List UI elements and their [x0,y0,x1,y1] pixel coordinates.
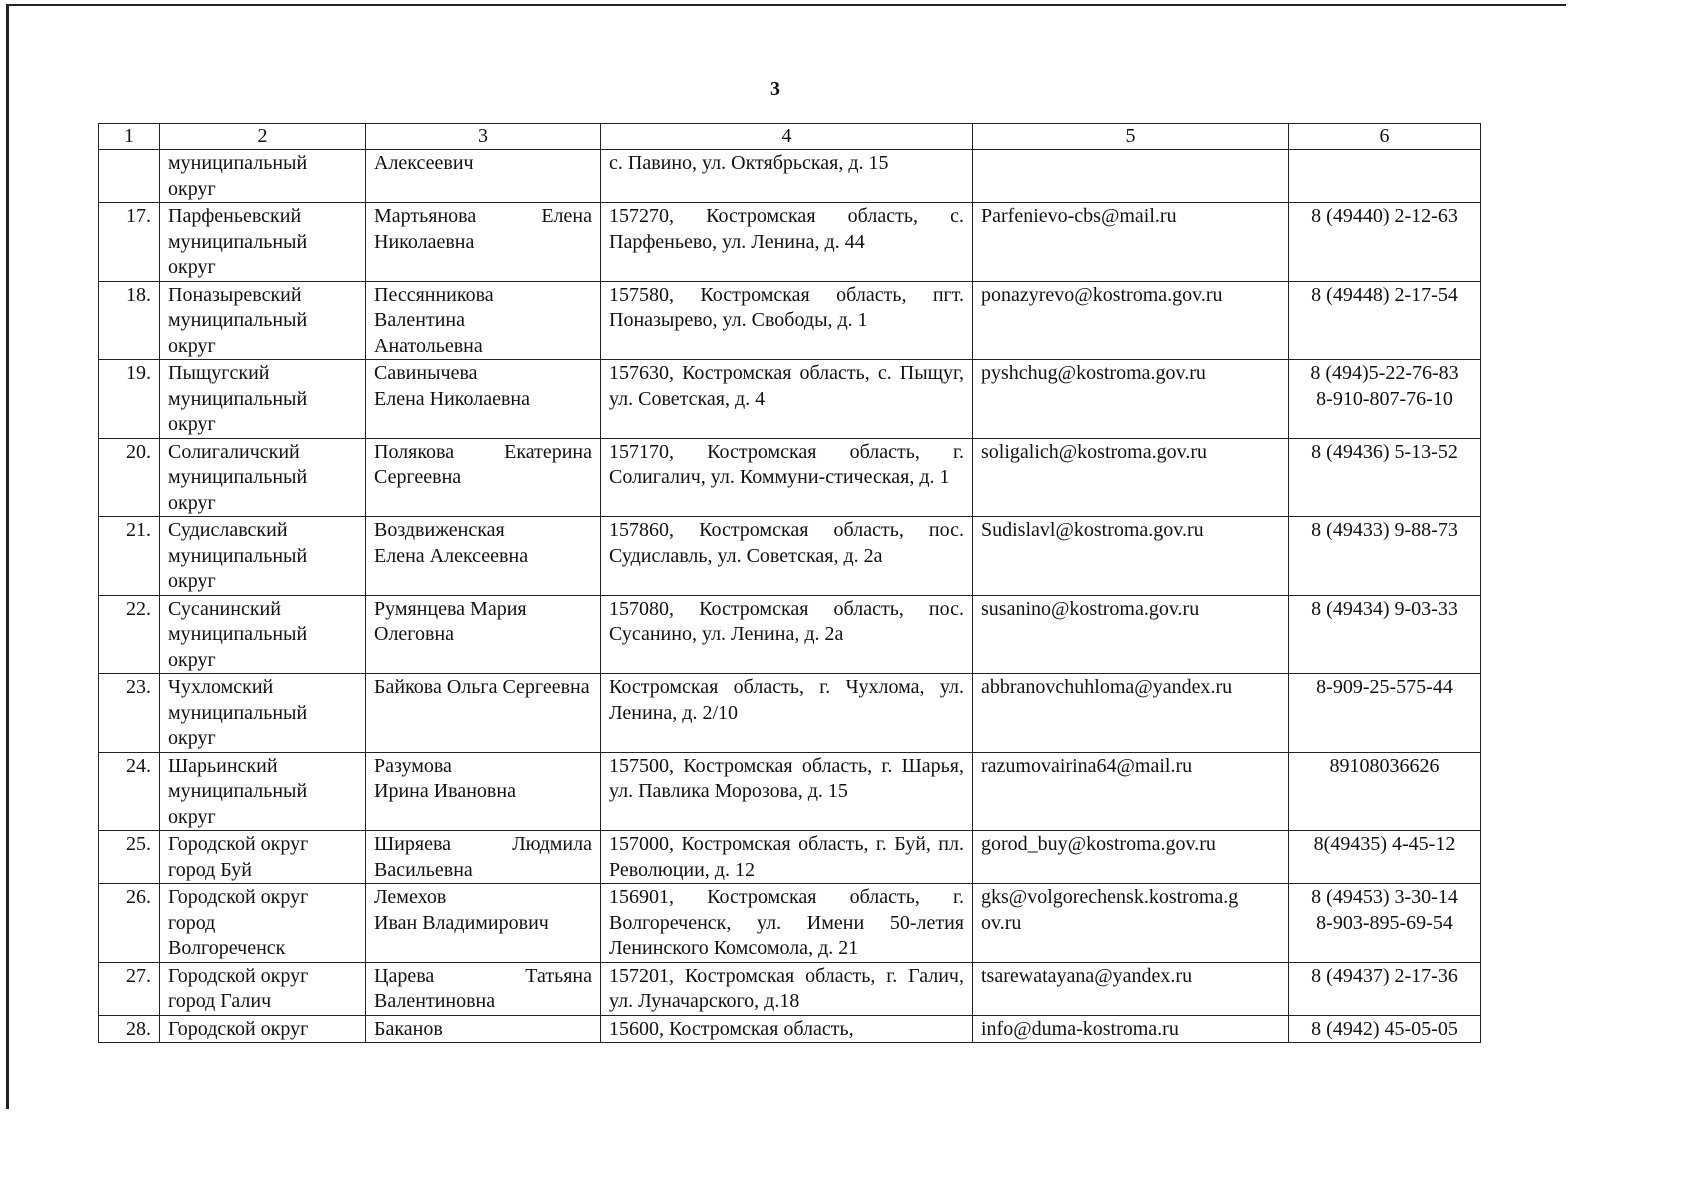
person-cell: Разумова Ирина Ивановна [366,752,601,831]
municipality-cell: Городской округ город Волгореченск [160,884,366,963]
row-number: 28. [99,1015,160,1043]
page-frame-left [6,4,9,1109]
municipality-cell: муниципальный округ [160,150,366,203]
column-header: 2 [160,124,366,150]
contacts-table [98,123,1481,1043]
municipality-cell: Чухломский муниципальный округ [160,674,366,753]
phone-cell: 89108036626 [1289,752,1481,831]
phone-cell [1289,150,1481,203]
email-cell: gks@volgorechensk.kostroma.g ov.ru [973,884,1289,963]
table-row [99,962,1481,1015]
person-cell: Царева Татьяна Валентиновна [366,962,601,1015]
column-header: 6 [1289,124,1481,150]
table-row [99,360,1481,439]
municipality-cell: Городской округ город Галич [160,962,366,1015]
person-cell: Лемехов Иван Владимирович [366,884,601,963]
phone-cell: 8 (4942) 45-05-05 [1289,1015,1481,1043]
email-cell: Parfenievo-cbs@mail.ru [973,203,1289,282]
address-cell: 157170, Костромская область, г. Солигалич, ул. Коммуни-стическая, д. 1 [601,438,973,517]
person-cell: Баканов [366,1015,601,1043]
address-cell: 157580, Костромская область, пгт. Поназырево, ул. Свободы, д. 1 [601,281,973,360]
table-row [99,281,1481,360]
page-number: 3 [770,78,780,100]
address-cell: 157080, Костромская область, пос. Сусанино, ул. Ленина, д. 2а [601,595,973,674]
person-cell: Алексеевич [366,150,601,203]
municipality-cell: Пыщугский муниципальный округ [160,360,366,439]
email-cell [973,150,1289,203]
email-cell: gorod_buy@kostroma.gov.ru [973,831,1289,884]
row-number: 17. [99,203,160,282]
municipality-cell: Поназыревский муниципальный округ [160,281,366,360]
municipality-cell: Сусанинский муниципальный округ [160,595,366,674]
email-cell: susanino@kostroma.gov.ru [973,595,1289,674]
address-cell: 157630, Костромская область, с. Пыщуг, ул. Советская, д. 4 [601,360,973,439]
row-number: 23. [99,674,160,753]
table-row [99,1015,1481,1043]
table-row [99,438,1481,517]
email-cell: tsarewatayana@yandex.ru [973,962,1289,1015]
table-row [99,203,1481,282]
phone-cell: 8-909-25-575-44 [1289,674,1481,753]
phone-cell: 8 (49437) 2-17-36 [1289,962,1481,1015]
row-number: 24. [99,752,160,831]
address-cell: 157201, Костромская область, г. Галич, ул. Луначарского, д.18 [601,962,973,1015]
phone-cell: 8 (49440) 2-12-63 [1289,203,1481,282]
phone-cell: 8 (49448) 2-17-54 [1289,281,1481,360]
row-number: 27. [99,962,160,1015]
row-number: 18. [99,281,160,360]
municipality-cell: Шарьинский муниципальный округ [160,752,366,831]
address-cell: 157000, Костромская область, г. Буй, пл. Революции, д. 12 [601,831,973,884]
phone-cell: 8 (49453) 3-30-14 8-903-895-69-54 [1289,884,1481,963]
address-cell: 157500, Костромская область, г. Шарья, ул. Павлика Морозова, д. 15 [601,752,973,831]
address-cell: 157860, Костромская область, пос. Судиславль, ул. Советская, д. 2а [601,517,973,596]
person-cell: Ширяева Людмила Васильевна [366,831,601,884]
phone-cell: 8(49435) 4-45-12 [1289,831,1481,884]
page-frame-top [6,4,1566,6]
municipality-cell: Городской округ [160,1015,366,1043]
address-cell: 156901, Костромская область, г. Волгореченск, ул. Имени 50-летия Ленинского Комсомола, д. 21 [601,884,973,963]
person-cell: Мартьянова Елена Николаевна [366,203,601,282]
column-header: 3 [366,124,601,150]
person-cell: Байкова Ольга Сергеевна [366,674,601,753]
email-cell: soligalich@kostroma.gov.ru [973,438,1289,517]
row-number: 26. [99,884,160,963]
person-cell: Полякова Екатерина Сергеевна [366,438,601,517]
municipality-cell: Солигаличский муниципальный округ [160,438,366,517]
phone-cell: 8 (49433) 9-88-73 [1289,517,1481,596]
email-cell: razumovairina64@mail.ru [973,752,1289,831]
table-row [99,517,1481,596]
column-header: 5 [973,124,1289,150]
row-number: 21. [99,517,160,596]
email-cell: Sudislavl@kostroma.gov.ru [973,517,1289,596]
email-cell: abbranovchuhloma@yandex.ru [973,674,1289,753]
address-cell: с. Павино, ул. Октябрьская, д. 15 [601,150,973,203]
row-number: 19. [99,360,160,439]
table-header-row [99,124,1481,150]
person-cell: Воздвиженская Елена Алексеевна [366,517,601,596]
row-number [99,150,160,203]
table-row [99,831,1481,884]
table-row [99,150,1481,203]
row-number: 25. [99,831,160,884]
municipality-cell: Парфеньевский муниципальный округ [160,203,366,282]
municipality-cell: Городской округ город Буй [160,831,366,884]
person-cell: Румянцева Мария Олеговна [366,595,601,674]
municipality-cell: Судиславский муниципальный округ [160,517,366,596]
row-number: 22. [99,595,160,674]
address-cell: 157270, Костромская область, с. Парфеньево, ул. Ленина, д. 44 [601,203,973,282]
table-body [99,124,1481,1043]
email-cell: ponazyrevo@kostroma.gov.ru [973,281,1289,360]
email-cell: info@duma-kostroma.ru [973,1015,1289,1043]
address-cell: 15600, Костромская область, [601,1015,973,1043]
phone-cell: 8 (494)5-22-76-83 8-910-807-76-10 [1289,360,1481,439]
column-header: 4 [601,124,973,150]
person-cell: Савинычева Елена Николаевна [366,360,601,439]
phone-cell: 8 (49436) 5-13-52 [1289,438,1481,517]
email-cell: pyshchug@kostroma.gov.ru [973,360,1289,439]
column-header: 1 [99,124,160,150]
row-number: 20. [99,438,160,517]
phone-cell: 8 (49434) 9-03-33 [1289,595,1481,674]
person-cell: Пессянникова Валентина Анатольевна [366,281,601,360]
table-row [99,884,1481,963]
table-row [99,595,1481,674]
table-row [99,752,1481,831]
address-cell: Костромская область, г. Чухлома, ул. Ленина, д. 2/10 [601,674,973,753]
table-row [99,674,1481,753]
